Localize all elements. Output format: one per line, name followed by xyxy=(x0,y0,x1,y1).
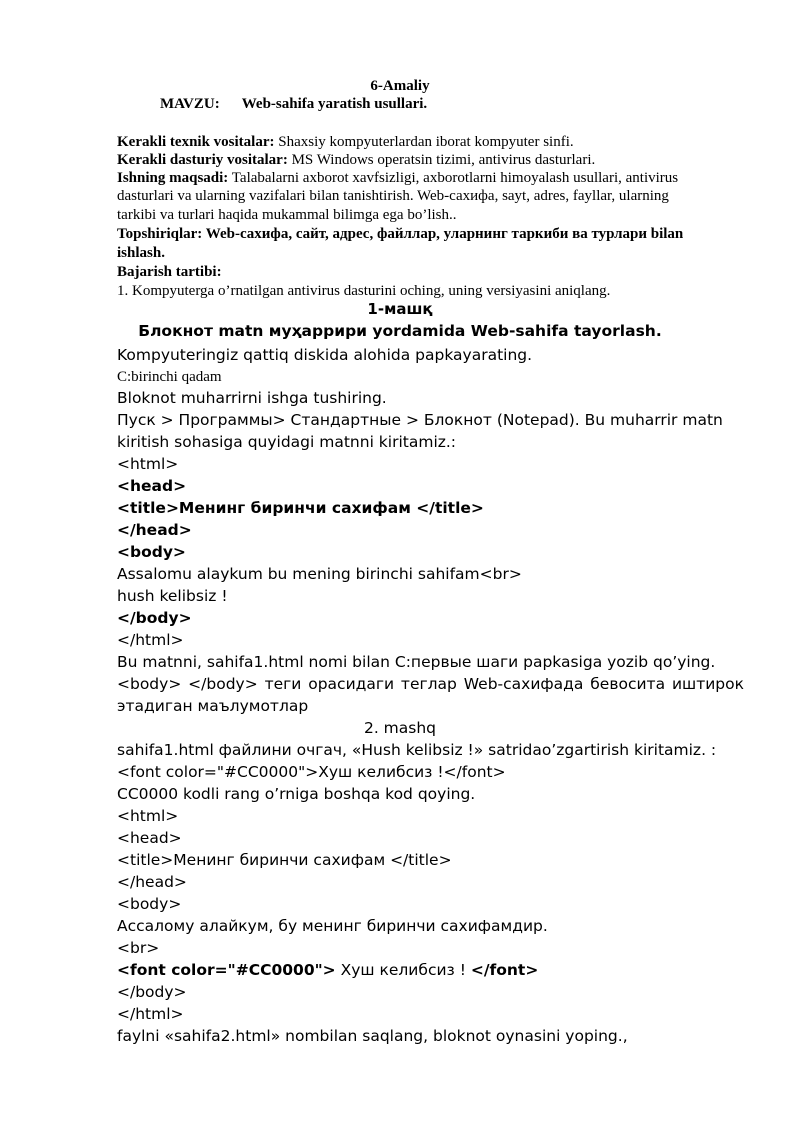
ex2-code-10: </html> xyxy=(117,1005,184,1023)
ex2-code-4: </head> xyxy=(117,873,187,891)
ex1-line-2: C:birinchi qadam xyxy=(117,369,222,385)
ex1-code-3: <title>Менинг биринчи сахифам </title> xyxy=(117,499,484,517)
ex1-code-8: </body> xyxy=(117,609,192,627)
ex1-code-5: <body> xyxy=(117,543,186,561)
goal-line-1: Ishning maqsadi: Talabalarni axborot xavfsizligi, axborotlarni himoyalash usullari, antivirus xyxy=(117,170,679,186)
ex2-code-5: <body> xyxy=(117,895,182,913)
tasks-line-2: ishlash. xyxy=(117,245,165,261)
order-label: Bajarish tartibi: xyxy=(117,264,222,280)
step-1: 1. Kompyuterga o’rnatilgan antivirus dasturini oching, uning versiyasini aniqlang. xyxy=(117,283,611,299)
ex2-line-4: faylni «sahifa2.html» nombilan saqlang, bloknot oynasini yoping., xyxy=(117,1027,628,1045)
tech-tools: Kerakli texnik vositalar: Shaxsiy kompyuterlardan iborat kompyuter sinfi. xyxy=(117,134,574,150)
ex2-line-3: CC0000 kodli rang o’rniga boshqa kod qoying. xyxy=(117,785,476,803)
ex2-code-1: <html> xyxy=(117,807,179,825)
ex1-line-3: Bloknot muharrirni ishga tushiring. xyxy=(117,389,387,407)
ex1-line-4: Пуск > Программы> Стандартные > Блокнот (Notepad). Bu muharrir matn xyxy=(117,411,723,429)
ex1-line-1: Kompyuteringiz qattiq diskida alohida papkayarating. xyxy=(117,346,533,364)
goal-line-2: dasturlari va ularning vazifalari bilan tanishtirish. Web-сахифа, sayt, adres, fayllar, ularning xyxy=(117,188,669,204)
ex1-code-6: Assalomu alaykum bu mening birinchi sahifam<br> xyxy=(117,565,522,583)
practical-number: 6-Amaliy xyxy=(370,78,430,94)
ex2-code-8: <font color="#CC0000"> Хуш келибсиз ! </font> xyxy=(117,961,539,979)
ex2-line-1: sahifa1.html файлини очгач, «Hush kelibsiz !» satridao’zgartirish kiritamiz. : xyxy=(117,741,717,759)
software-tools: Kerakli dasturiy vositalar: MS Windows operatsin tizimi, antivirus dasturlari. xyxy=(117,152,596,168)
exercise-1-title: 1-машқ xyxy=(367,300,433,318)
ex2-code-3: <title>Менинг биринчи сахифам </title> xyxy=(117,851,452,869)
ex1-code-4: </head> xyxy=(117,521,192,539)
ex1-line-7: <body> </body> теги орасидаги теглар Web-сахифада бевосита иштирок xyxy=(117,675,744,693)
goal-line-3: tarkibi va turlari haqida mukammal bilimga ega bo’lish.. xyxy=(117,207,457,223)
ex1-code-2: <head> xyxy=(117,477,187,495)
ex2-code-9: </body> xyxy=(117,983,187,1001)
ex1-code-9: </html> xyxy=(117,631,184,649)
ex2-code-7: <br> xyxy=(117,939,160,957)
exercise-2-title: 2. mashq xyxy=(363,719,437,737)
ex1-code-7: hush kelibsiz ! xyxy=(117,587,228,605)
ex2-line-2: <font color="#CC0000">Хуш келибсиз !</font> xyxy=(117,763,506,781)
ex1-line-6: Bu matnni, sahifa1.html nomi bilan C:первые шаги papkasiga yozib qo’ying. xyxy=(117,653,716,671)
ex1-code-1: <html> xyxy=(117,455,179,473)
topic-label: MAVZU: xyxy=(160,96,220,112)
topic-text: Web-sahifa yaratish usullari. xyxy=(241,96,428,112)
topic-line xyxy=(160,95,427,113)
ex1-line-8: этадиган маълумотлар xyxy=(117,697,309,715)
exercise-1-subtitle: Блокнот matn муҳаррири yordamida Web-sahifa tayorlash. xyxy=(138,322,662,340)
ex1-line-5: kiritish sohasiga quyidagi matnni kiritamiz.: xyxy=(117,433,457,451)
tasks-line-1: Topshiriqlar: Web-сахифа, сайт, адрес, файллар, уларнинг таркиби ва турлари bilan xyxy=(117,226,684,242)
ex2-code-2: <head> xyxy=(117,829,182,847)
ex2-code-6: Ассалому алайкум, бу менинг биринчи сахифамдир. xyxy=(117,917,548,935)
